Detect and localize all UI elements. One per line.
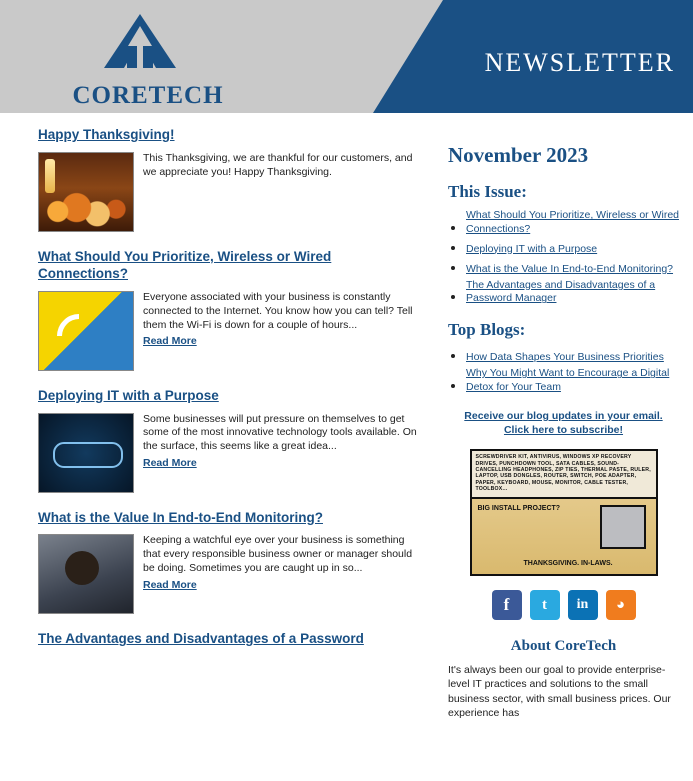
list-item (466, 347, 679, 365)
article-excerpt-text: This Thanksgiving, we are thankful for our customers, and we appreciate you! Happy Thanksgiving. (143, 151, 413, 178)
article-title-link[interactable]: The Advantages and Disadvantages of a Password (38, 631, 364, 647)
this-issue-heading: This Issue: (448, 182, 527, 201)
list-item (466, 239, 679, 257)
top-blogs-heading: Top Blogs: (448, 320, 526, 340)
comic-speech-left: BIG INSTALL PROJECT? (477, 505, 561, 513)
article-item-partial (38, 631, 422, 648)
blog-link[interactable]: Why You Might Want to Encourage a Digital Detox for Your Team (466, 367, 670, 393)
facebook-icon[interactable]: f (492, 590, 522, 620)
article-body (38, 534, 422, 614)
article-item (38, 388, 422, 493)
article-excerpt-text: Some businesses will put pressure on themselves to get some of the most innovative technology tools available. On the surface, this seems like a great idea... (143, 412, 417, 453)
issue-link[interactable]: The Advantages and Disadvantages of a Password Manager (466, 278, 656, 305)
list-item (466, 367, 679, 395)
article-item (38, 127, 422, 232)
about-text: It's always been our goal to provide enterprise-level IT practices and solutions to the small business sector, with small business prices. Our experience has (448, 664, 671, 719)
read-more-link[interactable]: Read More (143, 457, 197, 470)
article-excerpt (143, 534, 422, 593)
issue-date: November 2023 (448, 143, 589, 167)
social-links (448, 590, 679, 620)
newsletter-header (0, 0, 693, 113)
read-more-link[interactable]: Read More (143, 579, 197, 592)
issue-link[interactable]: What is the Value In End-to-End Monitoring? (466, 262, 674, 275)
article-thumbnail-wifi (38, 291, 134, 371)
blog-link[interactable]: How Data Shapes Your Business Priorities (466, 351, 664, 364)
top-blogs-list (448, 347, 679, 395)
article-excerpt-text: Keeping a watchful eye over your business is something that every responsible business owner or manager should be doing. Sometimes you are caught up in so... (143, 534, 413, 575)
article-thumbnail-monitoring (38, 534, 134, 614)
main-column (0, 127, 440, 720)
issue-link[interactable]: What Should You Prioritize, Wireless or Wired Connections? (466, 209, 679, 235)
article-title-link[interactable]: Happy Thanksgiving! (38, 127, 175, 142)
article-excerpt-text: Everyone associated with your business is constantly connected to the Internet. You know how you can tell? Tell them the Wi-Fi is down for a couple of hours... (143, 290, 413, 331)
article-excerpt (143, 152, 422, 180)
comic-panel (470, 449, 658, 576)
about-heading: About CoreTech (510, 638, 617, 655)
comic-toolbox (600, 505, 646, 549)
article-title-link[interactable]: What Should You Prioritize, Wireless or Wired Connections? (38, 248, 332, 281)
list-item (466, 209, 679, 237)
issue-link[interactable]: Deploying IT with a Purpose (466, 242, 598, 255)
comic-speech-right: THANKSGIVING. IN-LAWS. (523, 559, 613, 567)
article-excerpt (143, 413, 422, 472)
coretech-arrow-logo-icon (94, 12, 186, 78)
article-body (38, 413, 422, 493)
comic-scene (472, 497, 656, 574)
this-issue-list (448, 209, 679, 306)
coretech-logo (48, 10, 248, 109)
article-item (38, 510, 422, 615)
article-item (38, 249, 422, 371)
article-body (38, 291, 422, 371)
twitter-icon[interactable]: t (530, 590, 560, 620)
subscribe-link[interactable]: Receive our blog updates in your email. Click here to subscribe! (464, 409, 663, 437)
read-more-link[interactable]: Read More (143, 335, 197, 348)
rss-icon[interactable]: ◕ (606, 590, 636, 620)
article-title-link[interactable]: Deploying IT with a Purpose (38, 387, 219, 403)
list-item (466, 259, 679, 277)
article-excerpt (143, 291, 422, 350)
linkedin-icon[interactable]: in (568, 590, 598, 620)
article-thumbnail-thanksgiving (38, 152, 134, 232)
article-title-link[interactable]: What is the Value In End-to-End Monitoring? (38, 509, 323, 525)
list-item (466, 279, 679, 307)
newsletter-title: NEWSLETTER (484, 48, 675, 77)
comic-caption: SCREWDRIVER KIT, ANTIVIRUS, WINDOWS XP RECOVERY DRIVES, PUNCHDOWN TOOL, SATA CABLES, SOUND-CANCELLING HEADPHONES, ZIP TIES, THERMAL PASTE, RULER, LAPTOP, USB DONGLES, ROUTER, SWITCH, POE ADAPTER, PAPER, KEYBOARD, MOUSE, MONITOR, CABLE TESTER, TOOLBOX... (475, 454, 651, 492)
sidebar (440, 127, 693, 720)
article-thumbnail-handshake (38, 413, 134, 493)
newsletter-body (0, 113, 693, 720)
logo-wordmark: CORETECH (72, 82, 224, 109)
article-body (38, 152, 422, 232)
